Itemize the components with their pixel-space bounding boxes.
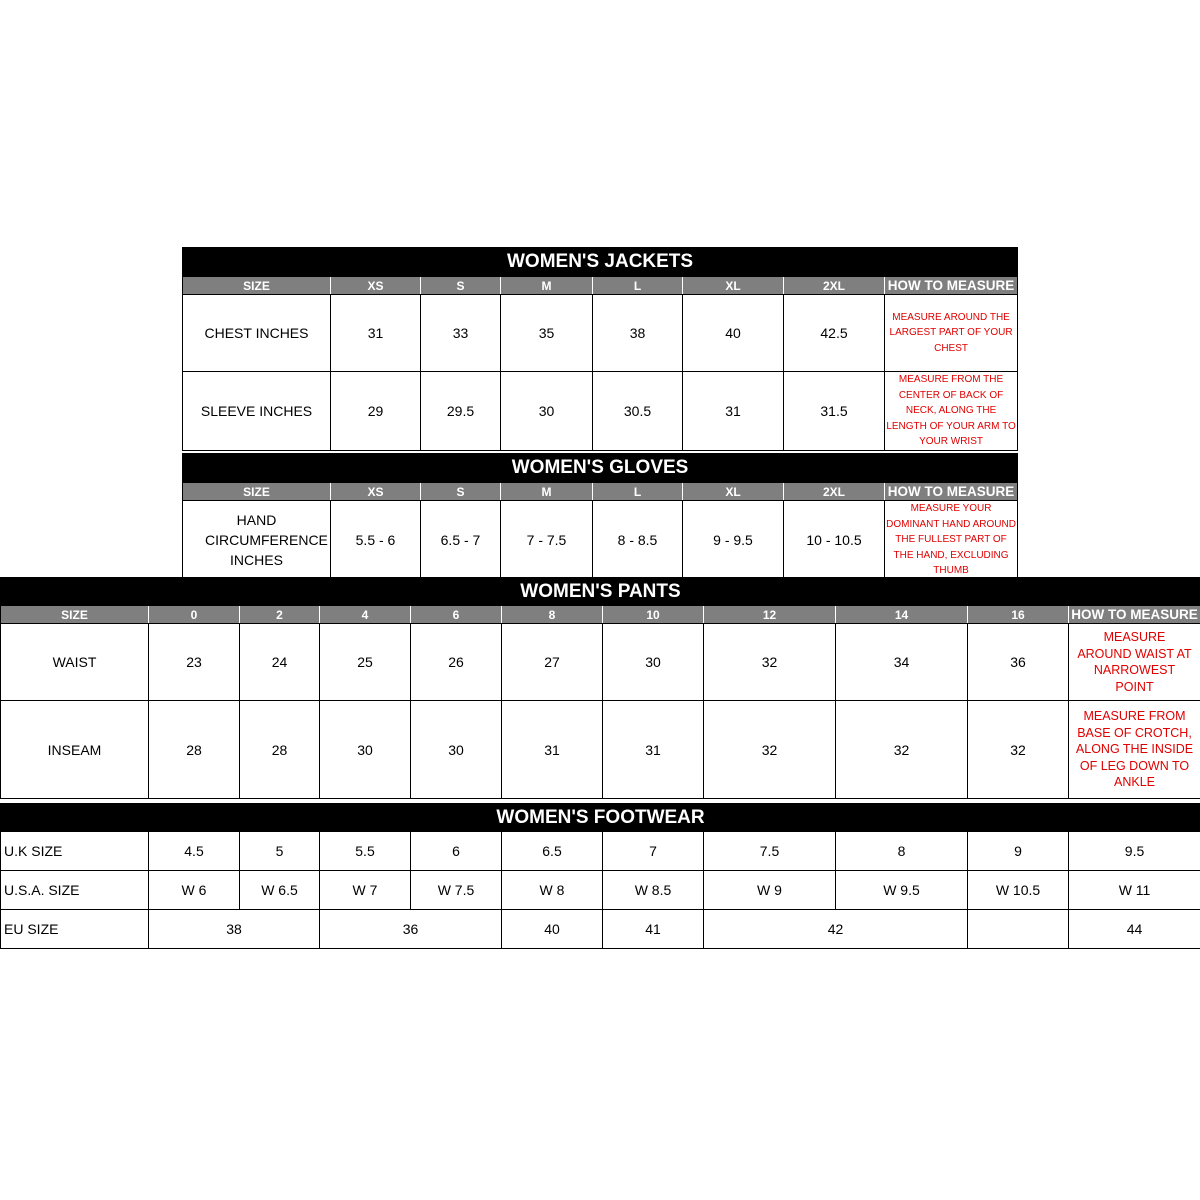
gloves-size-table [182, 453, 1018, 580]
cell-value: 36 [968, 624, 1069, 701]
cell-value: 31 [603, 701, 704, 799]
header-size: SIZE [183, 277, 331, 295]
cell-value: 6.5 [502, 832, 603, 871]
header-how-to-measure: HOW TO MEASURE [885, 277, 1018, 295]
header-size-14: 14 [836, 606, 968, 624]
header-l: L [593, 483, 683, 501]
cell-value: W 10.5 [968, 871, 1069, 910]
header-how-to-measure: HOW TO MEASURE [885, 483, 1018, 501]
header-size-4: 4 [320, 606, 411, 624]
header-size-2: 2 [240, 606, 320, 624]
cell-value: 6.5 - 7 [421, 501, 501, 580]
table-row [1, 701, 1200, 799]
cell-value: 38 [149, 910, 320, 949]
header-m: M [501, 277, 593, 295]
cell-value: 33 [421, 295, 501, 372]
cell-value: 24 [240, 624, 320, 701]
table-row [183, 372, 1018, 451]
measure-note: MEASURE FROM BASE OF CROTCH, ALONG THE INSIDE OF LEG DOWN TO ANKLE [1069, 701, 1200, 799]
jackets-title: WOMEN'S JACKETS [183, 248, 1018, 277]
header-xl: XL [683, 277, 784, 295]
header-size-12: 12 [704, 606, 836, 624]
row-label: U.K SIZE [1, 832, 149, 871]
cell-value [968, 910, 1069, 949]
header-2xl: 2XL [784, 483, 885, 501]
cell-value: 29 [331, 372, 421, 451]
cell-value: 30 [603, 624, 704, 701]
header-size-0: 0 [149, 606, 240, 624]
cell-value: 36 [320, 910, 502, 949]
cell-value: 7.5 [704, 832, 836, 871]
row-label: INSEAM [1, 701, 149, 799]
cell-value: 4.5 [149, 832, 240, 871]
header-m: M [501, 483, 593, 501]
cell-value: 32 [704, 701, 836, 799]
cell-value: W 8 [502, 871, 603, 910]
header-size-10: 10 [603, 606, 704, 624]
gloves-title: WOMEN'S GLOVES [183, 454, 1018, 483]
cell-value: 31 [683, 372, 784, 451]
cell-value: 30.5 [593, 372, 683, 451]
cell-value: W 11 [1069, 871, 1200, 910]
cell-value: 42 [704, 910, 968, 949]
row-label: CHEST INCHES [183, 295, 331, 372]
cell-value: 8 [836, 832, 968, 871]
row-label: U.S.A. SIZE [1, 871, 149, 910]
cell-value: 34 [836, 624, 968, 701]
cell-value: 25 [320, 624, 411, 701]
header-l: L [593, 277, 683, 295]
cell-value: 32 [704, 624, 836, 701]
jackets-size-table [182, 247, 1018, 451]
pants-title: WOMEN'S PANTS [1, 578, 1200, 606]
header-xl: XL [683, 483, 784, 501]
cell-value: 5 [240, 832, 320, 871]
cell-value: 38 [593, 295, 683, 372]
cell-value: 9 - 9.5 [683, 501, 784, 580]
cell-value: 28 [240, 701, 320, 799]
header-size-16: 16 [968, 606, 1069, 624]
pants-size-table [0, 577, 1200, 799]
cell-value: 26 [411, 624, 502, 701]
table-row [1, 910, 1200, 949]
cell-value: 6 [411, 832, 502, 871]
header-xs: XS [331, 483, 421, 501]
cell-value: 44 [1069, 910, 1200, 949]
row-label: EU SIZE [1, 910, 149, 949]
cell-value: 10 - 10.5 [784, 501, 885, 580]
cell-value: 8 - 8.5 [593, 501, 683, 580]
header-size-6: 6 [411, 606, 502, 624]
measure-note: MEASURE FROM THE CENTER OF BACK OF NECK, ALONG THE LENGTH OF YOUR ARM TO YOUR WRIST [885, 372, 1018, 451]
footwear-size-table [0, 803, 1200, 949]
cell-value: W 6.5 [240, 871, 320, 910]
measure-note: MEASURE AROUND THE LARGEST PART OF YOUR CHEST [885, 295, 1018, 372]
header-s: S [421, 483, 501, 501]
cell-value: 28 [149, 701, 240, 799]
footwear-title: WOMEN'S FOOTWEAR [1, 804, 1200, 832]
cell-value: 31 [331, 295, 421, 372]
table-row [183, 295, 1018, 372]
cell-value: 5.5 [320, 832, 411, 871]
cell-value: 7 - 7.5 [501, 501, 593, 580]
header-2xl: 2XL [784, 277, 885, 295]
cell-value: 32 [968, 701, 1069, 799]
measure-note: MEASURE AROUND WAIST AT NARROWEST POINT [1069, 624, 1200, 701]
cell-value: 7 [603, 832, 704, 871]
cell-value: W 7.5 [411, 871, 502, 910]
cell-value: W 6 [149, 871, 240, 910]
row-label: SLEEVE INCHES [183, 372, 331, 451]
table-row [1, 871, 1200, 910]
cell-value: 35 [501, 295, 593, 372]
cell-value: 31.5 [784, 372, 885, 451]
cell-value: 41 [603, 910, 704, 949]
cell-value: W 8.5 [603, 871, 704, 910]
cell-value: W 7 [320, 871, 411, 910]
cell-value: 42.5 [784, 295, 885, 372]
cell-value: 30 [411, 701, 502, 799]
measure-note: MEASURE YOUR DOMINANT HAND AROUND THE FULLEST PART OF THE HAND, EXCLUDING THUMB [885, 501, 1018, 580]
row-label: HAND CIRCUMFERENCE INCHES [183, 501, 331, 580]
cell-value: 40 [502, 910, 603, 949]
cell-value: 30 [501, 372, 593, 451]
cell-value: 9.5 [1069, 832, 1200, 871]
header-how-to-measure: HOW TO MEASURE [1069, 606, 1200, 624]
header-s: S [421, 277, 501, 295]
cell-value: 30 [320, 701, 411, 799]
header-size-8: 8 [502, 606, 603, 624]
cell-value: 31 [502, 701, 603, 799]
table-row [183, 501, 1018, 580]
cell-value: W 9 [704, 871, 836, 910]
header-size: SIZE [1, 606, 149, 624]
cell-value: 5.5 - 6 [331, 501, 421, 580]
row-label: WAIST [1, 624, 149, 701]
table-row [1, 832, 1200, 871]
header-xs: XS [331, 277, 421, 295]
cell-value: 29.5 [421, 372, 501, 451]
cell-value: 40 [683, 295, 784, 372]
table-row [1, 624, 1200, 701]
header-size: SIZE [183, 483, 331, 501]
cell-value: 23 [149, 624, 240, 701]
cell-value: 32 [836, 701, 968, 799]
cell-value: W 9.5 [836, 871, 968, 910]
cell-value: 27 [502, 624, 603, 701]
cell-value: 9 [968, 832, 1069, 871]
